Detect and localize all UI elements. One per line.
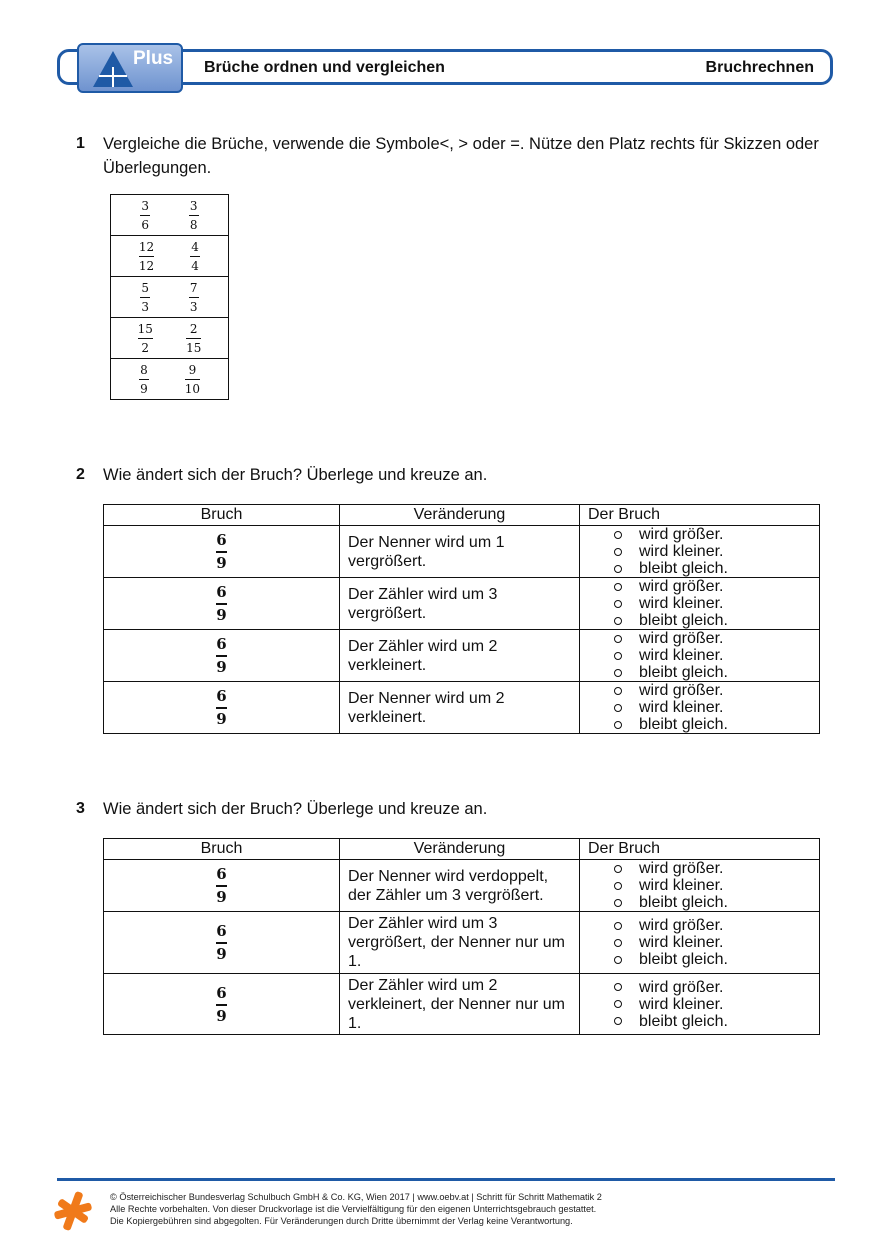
- option-2[interactable]: [614, 664, 811, 681]
- option-label: bleibt gleich.: [639, 560, 728, 577]
- fraction-bar: [216, 551, 226, 553]
- option-label: wird größer.: [639, 860, 724, 877]
- fraction: [216, 923, 226, 963]
- numerator: 3: [141, 198, 150, 213]
- denominator: 10: [184, 381, 201, 396]
- footer-line-2: Alle Rechte vorbehalten. Von dieser Druckvorlage ist die Vervielfältigung für den eigenen Unterrichtsgebrauch gestattet.: [110, 1204, 597, 1214]
- fraction-bar: [138, 338, 153, 339]
- footer-divider: [57, 1178, 835, 1181]
- option-label: wird größer.: [639, 682, 724, 699]
- fraction: [216, 584, 226, 624]
- option-label: wird kleiner.: [639, 877, 724, 894]
- fraction: [190, 240, 200, 273]
- option-0[interactable]: [614, 630, 811, 647]
- publisher-star-icon: [53, 1190, 93, 1232]
- fraction-bar: [216, 655, 226, 657]
- radio-circle-icon[interactable]: [614, 652, 622, 660]
- denominator: 8: [189, 217, 198, 232]
- fraction: [216, 866, 226, 906]
- radio-circle-icon[interactable]: [614, 565, 622, 573]
- fraction: [189, 281, 199, 314]
- table-row: [111, 195, 229, 236]
- fraction: [216, 985, 226, 1025]
- radio-circle-icon[interactable]: [614, 548, 622, 556]
- option-0[interactable]: [614, 860, 811, 877]
- options-cell: [580, 682, 820, 734]
- options-cell: [580, 630, 820, 682]
- task2-table: [103, 504, 820, 734]
- option-label: wird kleiner.: [639, 995, 724, 1013]
- option-label: bleibt gleich.: [639, 951, 728, 968]
- radio-circle-icon[interactable]: [614, 635, 622, 643]
- table-row: [104, 860, 820, 912]
- fraction: [140, 281, 150, 314]
- option-1[interactable]: [614, 543, 811, 560]
- fraction: [186, 322, 201, 355]
- triangle-logo-icon: [91, 49, 135, 89]
- radio-circle-icon[interactable]: [614, 922, 622, 930]
- option-1[interactable]: [614, 877, 811, 894]
- radio-circle-icon[interactable]: [614, 583, 622, 591]
- change-cell: Der Nenner wird um 2 verkleinert.: [340, 682, 580, 734]
- option-label: bleibt gleich.: [639, 1012, 728, 1030]
- change-cell: Der Nenner wird verdoppelt, der Zähler um 3 vergrößert.: [340, 860, 580, 912]
- fraction-cell: [104, 526, 340, 578]
- radio-circle-icon[interactable]: [614, 956, 622, 964]
- denominator: 3: [189, 299, 198, 314]
- denominator: 9: [216, 1006, 227, 1025]
- option-label: wird größer.: [639, 578, 724, 595]
- fraction-bar: [189, 215, 199, 216]
- fraction-bar: [139, 256, 154, 257]
- radio-circle-icon[interactable]: [614, 721, 622, 729]
- denominator: 6: [141, 217, 150, 232]
- denominator: 3: [141, 299, 150, 314]
- option-label: wird kleiner.: [639, 595, 724, 612]
- table-row: [104, 912, 820, 974]
- fraction-cell: [104, 912, 340, 974]
- change-cell: Der Nenner wird um 1 vergrößert.: [340, 526, 580, 578]
- option-label: bleibt gleich.: [639, 664, 728, 681]
- fraction-bar: [186, 338, 201, 339]
- fraction-bar: [216, 603, 226, 605]
- option-0[interactable]: [614, 979, 811, 996]
- numerator: 6: [216, 531, 227, 549]
- option-2[interactable]: [614, 951, 811, 968]
- table-row: [104, 682, 820, 734]
- option-label: bleibt gleich.: [639, 612, 728, 629]
- radio-circle-icon[interactable]: [614, 617, 622, 625]
- numerator: 6: [216, 865, 227, 883]
- change-cell: Der Zähler wird um 2 verkleinert.: [340, 630, 580, 682]
- option-1[interactable]: [614, 996, 811, 1013]
- options-cell: [580, 912, 820, 974]
- table-row: [104, 578, 820, 630]
- fraction: [216, 532, 226, 572]
- denominator: 15: [186, 340, 202, 355]
- option-0[interactable]: [614, 917, 811, 934]
- col-header-veraenderung: Veränderung: [340, 505, 580, 526]
- option-label: bleibt gleich.: [639, 716, 728, 733]
- radio-circle-icon[interactable]: [614, 865, 622, 873]
- option-1[interactable]: [614, 595, 811, 612]
- radio-circle-icon[interactable]: [614, 899, 622, 907]
- option-label: bleibt gleich.: [639, 894, 728, 911]
- fraction: [185, 363, 200, 396]
- fraction-bar: [139, 379, 149, 380]
- fraction: [216, 636, 226, 676]
- denominator: 9: [216, 658, 227, 676]
- compare-cell: [111, 318, 229, 359]
- radio-circle-icon[interactable]: [614, 669, 622, 677]
- col-header-der-bruch: Der Bruch: [580, 505, 820, 526]
- compare-cell: [111, 359, 229, 400]
- denominator: 2: [141, 340, 150, 355]
- plus-logo: [77, 43, 183, 93]
- fraction-bar: [216, 885, 226, 887]
- option-1[interactable]: [614, 647, 811, 664]
- fraction: [139, 240, 154, 273]
- task1-text: Vergleiche die Brüche, verwende die Symbole<, > oder =. Nütze den Platz rechts für Skizzen oder Überlegungen.: [103, 135, 819, 177]
- numerator: 6: [216, 583, 227, 601]
- footer-line-3: Die Kopiergebühren sind abgegolten. Für Veränderungen durch Dritte übernimmt der Verlag keine Verantwortung.: [110, 1216, 573, 1226]
- option-2[interactable]: [614, 1013, 811, 1030]
- radio-circle-icon[interactable]: [614, 939, 622, 947]
- numerator: 3: [189, 198, 198, 213]
- radio-circle-icon[interactable]: [614, 687, 622, 695]
- fraction-cell: [104, 578, 340, 630]
- numerator: 8: [140, 362, 148, 377]
- denominator: 9: [216, 710, 227, 728]
- col-header-veraenderung: Veränderung: [340, 839, 580, 860]
- numerator: 15: [137, 321, 153, 336]
- table-row: [104, 526, 820, 578]
- compare-cell: [111, 195, 229, 236]
- fraction-cell: [104, 860, 340, 912]
- numerator: 4: [191, 239, 199, 254]
- fraction: [139, 363, 149, 396]
- option-label: wird kleiner.: [639, 543, 724, 560]
- option-label: wird größer.: [639, 917, 724, 934]
- task1-number: 1: [76, 135, 85, 152]
- table-row: [111, 236, 229, 277]
- numerator: 9: [188, 362, 197, 377]
- fraction-bar: [216, 942, 226, 944]
- option-label: wird kleiner.: [639, 647, 724, 664]
- radio-circle-icon[interactable]: [614, 882, 622, 890]
- radio-circle-icon[interactable]: [614, 1017, 622, 1025]
- radio-circle-icon[interactable]: [614, 531, 622, 539]
- option-2[interactable]: [614, 612, 811, 629]
- fraction-cell: [104, 974, 340, 1035]
- compare-cell: [111, 236, 229, 277]
- option-2[interactable]: [614, 716, 811, 733]
- fraction: [216, 688, 226, 728]
- logo-text: Plus: [133, 48, 174, 69]
- option-1[interactable]: [614, 699, 811, 716]
- numerator: 6: [216, 635, 227, 653]
- fraction-cell: [104, 630, 340, 682]
- page-title: Brüche ordnen und vergleichen: [204, 59, 445, 76]
- option-1[interactable]: [614, 934, 811, 951]
- option-label: wird größer.: [639, 526, 724, 543]
- option-2[interactable]: [614, 560, 811, 577]
- fraction-cell: [104, 682, 340, 734]
- task2-text: Wie ändert sich der Bruch? Überlege und kreuze an.: [103, 466, 488, 484]
- numerator: 2: [189, 321, 198, 336]
- option-0[interactable]: [614, 578, 811, 595]
- table-row: [104, 630, 820, 682]
- fraction: [189, 199, 199, 232]
- col-header-bruch: Bruch: [104, 839, 340, 860]
- fraction-bar: [190, 256, 200, 257]
- task3-number: 3: [76, 800, 85, 817]
- numerator: 6: [216, 687, 227, 705]
- col-header-bruch: Bruch: [104, 505, 340, 526]
- options-cell: [580, 860, 820, 912]
- task2-number: 2: [76, 466, 85, 483]
- options-cell: [580, 526, 820, 578]
- table-row: [111, 318, 229, 359]
- denominator: 4: [191, 258, 199, 273]
- col-header-der-bruch: Der Bruch: [580, 839, 820, 860]
- radio-circle-icon[interactable]: [614, 704, 622, 712]
- radio-circle-icon[interactable]: [614, 983, 622, 991]
- numerator: 12: [138, 239, 155, 254]
- task3-text: Wie ändert sich der Bruch? Überlege und kreuze an.: [103, 800, 488, 818]
- option-label: wird kleiner.: [639, 934, 724, 951]
- radio-circle-icon[interactable]: [614, 1000, 622, 1008]
- numerator: 6: [216, 983, 227, 1002]
- numerator: 5: [141, 280, 150, 295]
- footer-line-1: © Österreichischer Bundesverlag Schulbuch GmbH & Co. KG, Wien 2017 | www.oebv.at | Schritt für Schritt Mathematik 2: [110, 1192, 602, 1202]
- change-cell: Der Zähler wird um 2 verkleinert, der Nenner nur um 1.: [340, 974, 580, 1035]
- page-category: Bruchrechnen: [705, 59, 814, 76]
- fraction-bar: [189, 297, 199, 298]
- option-label: wird kleiner.: [639, 699, 724, 716]
- fraction-compare-table: [110, 194, 229, 400]
- radio-circle-icon[interactable]: [614, 600, 622, 608]
- fraction-bar: [185, 379, 200, 380]
- numerator: 6: [216, 922, 227, 940]
- options-cell: [580, 578, 820, 630]
- denominator: 9: [140, 381, 148, 396]
- fraction: [138, 322, 153, 355]
- fraction: [140, 199, 150, 232]
- numerator: 7: [189, 280, 198, 295]
- denominator: 9: [216, 606, 227, 624]
- options-cell: [580, 974, 820, 1035]
- denominator: 9: [216, 888, 227, 906]
- footer-copyright: [110, 1191, 602, 1227]
- fraction-bar: [140, 215, 150, 216]
- task3-table: [103, 838, 820, 1035]
- table-row: [111, 359, 229, 400]
- compare-cell: [111, 277, 229, 318]
- table-row: [111, 277, 229, 318]
- fraction-bar: [140, 297, 150, 298]
- change-cell: Der Zähler wird um 3 vergrößert, der Nenner nur um 1.: [340, 912, 580, 974]
- fraction-bar: [216, 707, 226, 709]
- table-row: [104, 974, 820, 1035]
- denominator: 9: [216, 554, 227, 572]
- denominator: 9: [216, 945, 227, 963]
- change-cell: Der Zähler wird um 3 vergrößert.: [340, 578, 580, 630]
- denominator: 12: [138, 258, 155, 273]
- option-0[interactable]: [614, 682, 811, 699]
- option-label: wird größer.: [639, 978, 724, 996]
- fraction-bar: [216, 1004, 226, 1006]
- option-0[interactable]: [614, 526, 811, 543]
- option-label: wird größer.: [639, 630, 724, 647]
- option-2[interactable]: [614, 894, 811, 911]
